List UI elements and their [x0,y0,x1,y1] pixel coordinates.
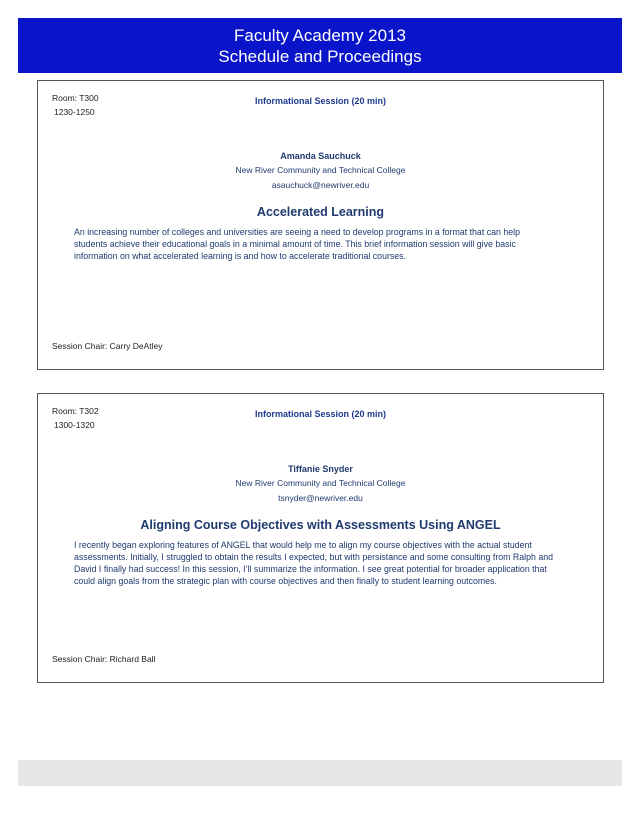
session-time: 1230-1250 [54,107,95,117]
session-card [37,393,604,683]
session-type: Informational Session (20 min) [254,96,387,106]
header-subtitle: Schedule and Proceedings [218,47,422,66]
session-abstract: I recently began exploring features of ANGEL that would help me to align my course objectives with the actual student assessments. Initially, I struggled to obtain the results I expected, but with persistance and some consulting from Ralph and David I finally had success! In this session, I’ll summarize the information. I see great potential for broader application that could align goals from the strategic plan with course objectives and then finally to student learning outcomes. [74,540,554,586]
speaker-email[interactable]: asauchuck@newriver.edu [271,180,370,190]
page-header-banner [18,18,622,73]
speaker-email[interactable]: tsnyder@newriver.edu [278,493,363,503]
session-abstract: An increasing number of colleges and universities are seeing a need to develop programs in a format that can help students achieve their educational goals in a minimal amount of time. This brief information session will give basic information on what accelerated learning is and how to accelerate traditional courses. [74,227,520,261]
speaker-institution: New River Community and Technical College [235,478,406,488]
session-title: Accelerated Learning [256,205,385,219]
session-time: 1300-1320 [54,420,95,430]
session-title: Aligning Course Objectives with Assessments Using ANGEL [140,518,501,532]
session-card [37,80,604,370]
speaker-name: Tiffanie Snyder [288,464,353,474]
header-title: Faculty Academy 2013 [234,26,406,45]
session-room: Room: T302 [52,406,99,416]
speaker-institution: New River Community and Technical College [235,165,406,175]
speaker-name: Amanda Sauchuck [280,151,361,161]
session-chair: Session Chair: Richard Ball [52,654,156,664]
session-chair: Session Chair: Carry DeAtley [52,341,163,351]
session-type: Informational Session (20 min) [254,409,387,419]
footer-bar [18,760,622,786]
session-room: Room: T300 [52,93,99,103]
